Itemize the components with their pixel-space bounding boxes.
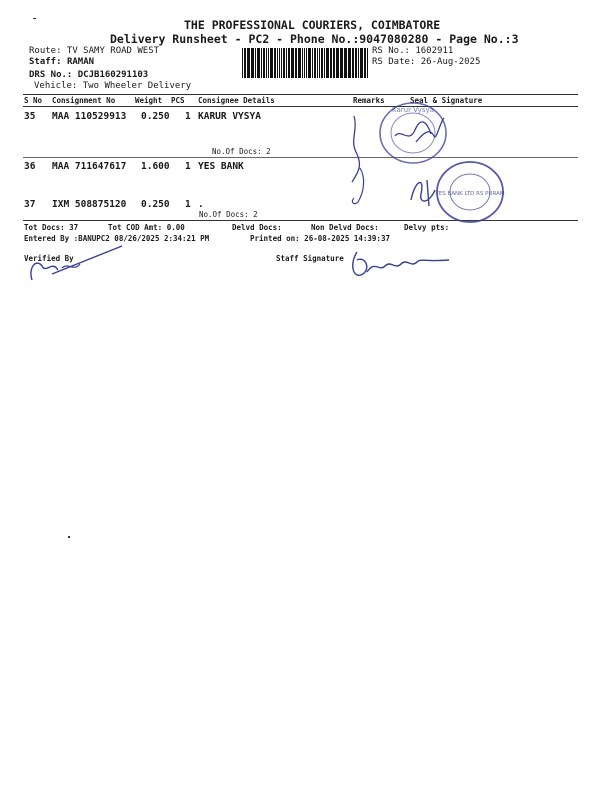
barcode-bar — [255, 48, 256, 78]
staff-label-text: Staff: — [29, 57, 62, 67]
row-37-consignee: . — [198, 199, 204, 210]
drs-number: DRS No.: DCJB160291103 — [29, 70, 149, 80]
barcode-bar — [270, 48, 273, 78]
barcode-bar — [330, 48, 332, 78]
row-36-pcs: 1 — [185, 161, 191, 172]
staff-signature-ink — [345, 246, 455, 286]
barcode-bar — [355, 48, 357, 78]
verified-by-signature — [22, 240, 132, 285]
row-36-weight: 1.600 — [141, 161, 170, 172]
barcode-bar — [295, 48, 297, 78]
verified-by-label: Verified By — [24, 254, 74, 263]
row-37-weight: 0.250 — [141, 199, 170, 210]
row-35-consignee: KARUR VYSYA — [198, 111, 261, 122]
col-seal-signature: Seal & Signature — [410, 96, 483, 105]
row-37-consignment: IXM 508875120 — [52, 199, 127, 210]
col-sno: S No — [24, 96, 43, 105]
barcode-bar — [247, 48, 250, 78]
barcode-bar — [274, 48, 276, 78]
barcode-bar — [268, 48, 269, 78]
col-pcs: PCS — [171, 96, 185, 105]
barcode-bar — [261, 48, 262, 78]
barcode-image — [242, 48, 368, 78]
barcode-bar — [336, 48, 339, 78]
barcode-bar — [277, 48, 278, 78]
barcode-bar — [266, 48, 267, 78]
remarks-handwriting-mark — [340, 110, 380, 210]
barcode-bar — [251, 48, 254, 78]
row-37-pcs: 1 — [185, 199, 191, 210]
barcode-bar — [281, 48, 282, 78]
consignee-signature-yes-bank — [405, 170, 445, 215]
barcode-bar — [344, 48, 347, 78]
barcode-bar — [314, 48, 316, 78]
staff-label — [29, 57, 94, 67]
col-consignment: Consignment No — [52, 96, 116, 105]
col-weight: Weight — [135, 96, 163, 105]
route-label: Route: TV SAMY ROAD WEST — [29, 46, 160, 56]
barcode-bar — [288, 48, 290, 78]
row-36-consignee: YES BANK — [198, 161, 244, 172]
stray-mark — [33, 18, 36, 19]
company-title: THE PROFESSIONAL COURIERS, COIMBATORE — [184, 18, 441, 32]
barcode-bar — [257, 48, 260, 78]
row-36-sno: 36 — [24, 161, 36, 172]
barcode-bar — [348, 48, 351, 78]
barcode-bar — [298, 48, 301, 78]
non-delivered-docs: Non Delvd Docs: — [311, 223, 379, 232]
total-docs: Tot Docs: 37 — [24, 223, 79, 232]
barcode-bar — [304, 48, 305, 78]
runsheet-subtitle: Delivery Runsheet - PC2 - Phone No.:9047080280 - Page No.:3 — [110, 32, 519, 46]
staff-signature-label: Staff Signature — [276, 254, 344, 263]
row-35-sno: 35 — [24, 111, 36, 122]
rs-number: RS No.: 1602911 — [372, 46, 454, 56]
barcode-bar — [291, 48, 294, 78]
row-37-sno: 37 — [24, 199, 36, 210]
header-rule-top — [23, 94, 578, 95]
row-35-weight: 0.250 — [141, 111, 170, 122]
entered-by: Entered By :BANUPC2 08/26/2025 2:34:21 PM — [24, 234, 210, 243]
yes-bank-seal-text: YES BANK LTD RS PURAM — [435, 191, 505, 197]
barcode-bar — [367, 48, 368, 78]
barcode-bar — [308, 48, 311, 78]
barcode-bar — [286, 48, 287, 78]
printed-on: Printed on: 26-08-2025 14:39:37 — [250, 234, 390, 243]
col-remarks: Remarks — [353, 96, 385, 105]
barcode-bar — [319, 48, 320, 78]
col-consignee: Consignee Details — [198, 96, 275, 105]
barcode-bar — [340, 48, 343, 78]
barcode-bar — [358, 48, 359, 78]
row-35-consignment: MAA 110529913 — [52, 111, 127, 122]
consignee-signature-karur-vysya — [410, 112, 450, 152]
stray-dot — [68, 536, 70, 538]
vehicle-label: Vehicle: Two Wheeler Delivery — [34, 81, 192, 91]
barcode-bar — [360, 48, 363, 78]
total-cod-amount: Tot COD Amt: 0.00 — [108, 223, 185, 232]
row-36-consignment: MAA 711647617 — [52, 161, 127, 172]
barcode-bar — [279, 48, 280, 78]
barcode-bar — [333, 48, 335, 78]
header-rule-bottom — [23, 106, 578, 107]
delivered-docs: Delvd Docs: — [232, 223, 282, 232]
barcode-bar — [244, 48, 246, 78]
delivery-points: Delvy pts: — [404, 223, 450, 232]
barcode-bar — [312, 48, 313, 78]
barcode-bar — [306, 48, 307, 78]
barcode-bar — [321, 48, 323, 78]
barcode-bar — [283, 48, 285, 78]
row-37-docs: No.Of Docs: 2 — [199, 210, 258, 219]
barcode-bar — [364, 48, 366, 78]
row-35-pcs: 1 — [185, 111, 191, 122]
rs-date: RS Date: 26-Aug-2025 — [372, 57, 481, 67]
barcode-bar — [324, 48, 325, 78]
barcode-bar — [263, 48, 265, 78]
karur-vysya-seal-text: Karur Vysya — [392, 106, 434, 114]
row-35-docs: No.Of Docs: 2 — [212, 147, 271, 156]
barcode-bar — [326, 48, 329, 78]
barcode-bar — [317, 48, 318, 78]
barcode-bar — [352, 48, 354, 78]
barcode-bar — [242, 48, 243, 78]
staff-name: RAMAN — [66, 57, 95, 67]
barcode-bar — [302, 48, 303, 78]
